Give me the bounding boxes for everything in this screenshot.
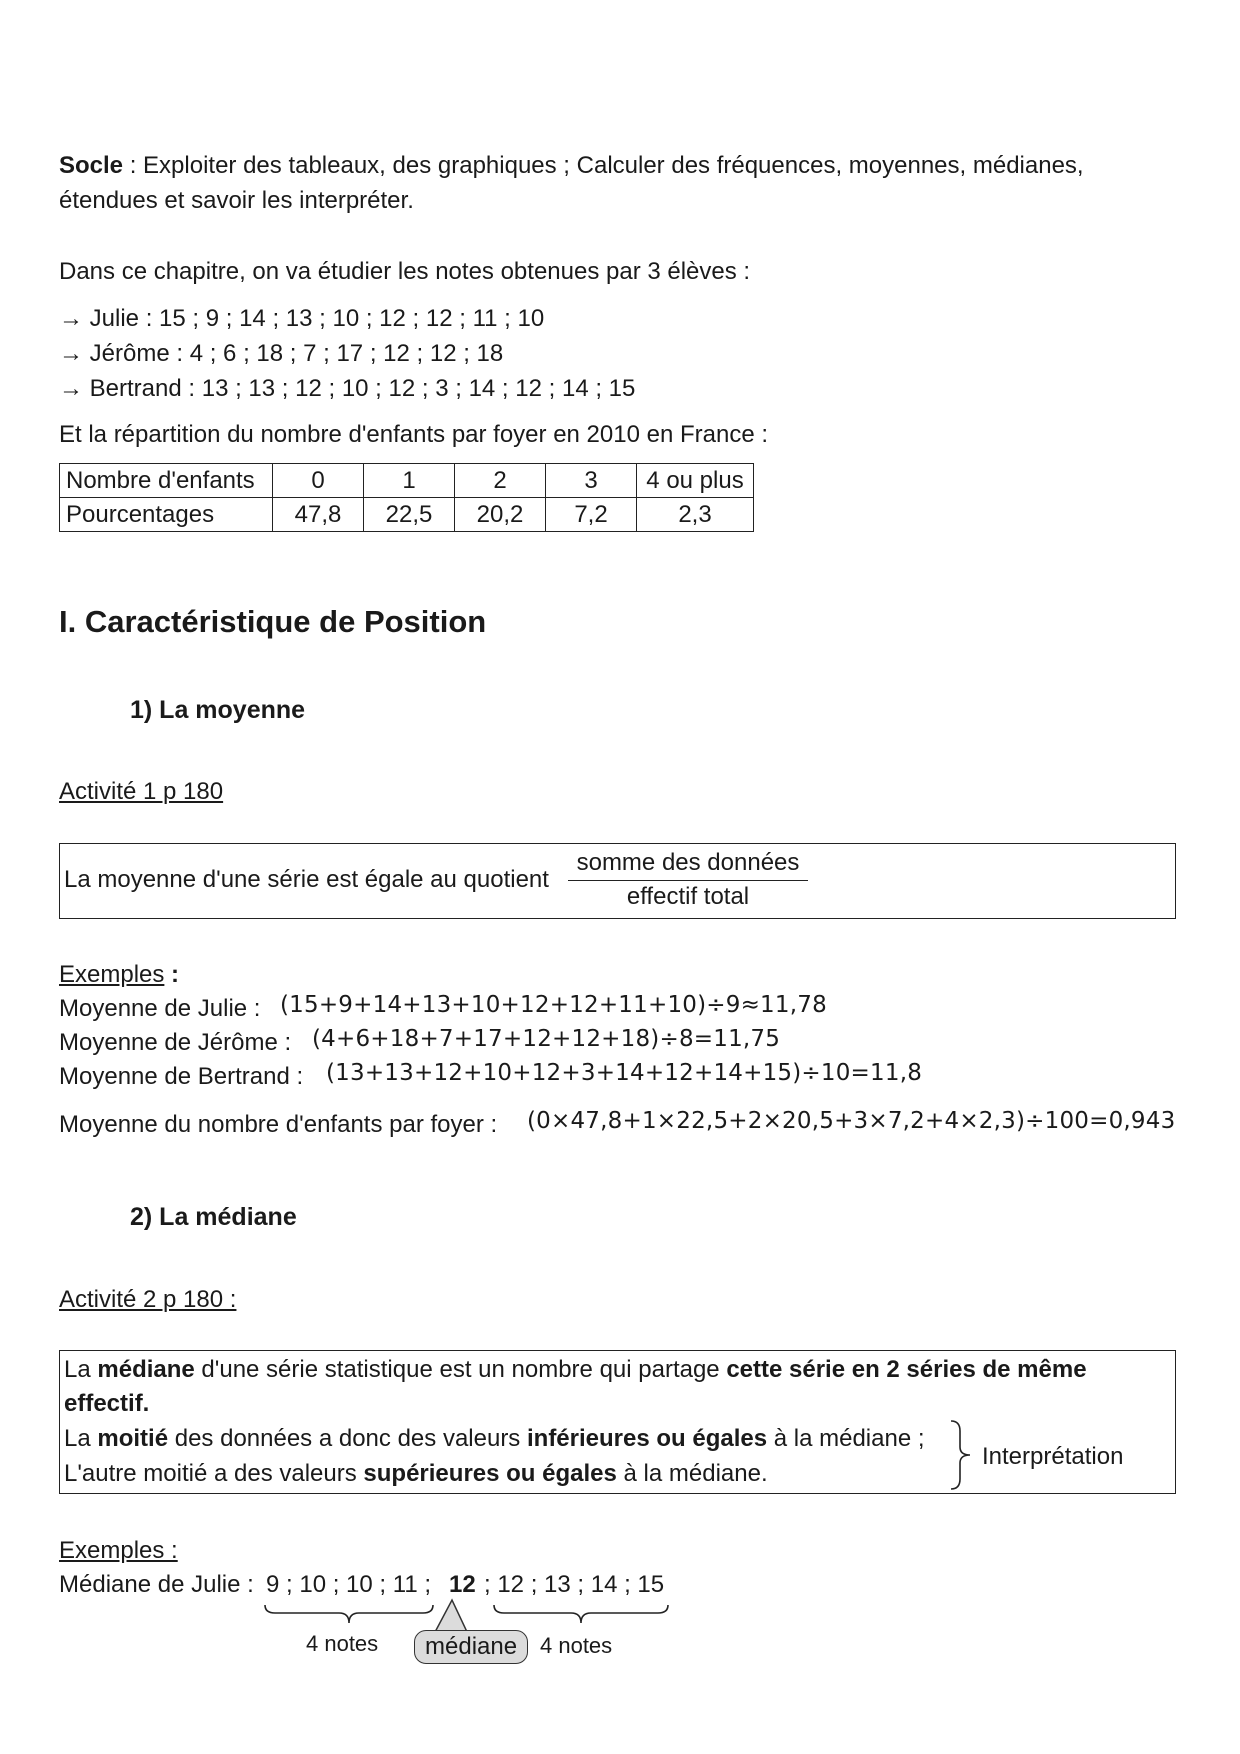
socle-label: Socle bbox=[59, 152, 124, 179]
median-def-line-2: effectif. bbox=[64, 1390, 150, 1417]
student-bertrand: → Bertrand : 13 ; 13 ; 12 ; 10 ; 12 ; 3 ; 14 ; 12 ; 14 ; 15 bbox=[59, 375, 636, 402]
left-group-brace-icon bbox=[263, 1603, 435, 1631]
mean-bertrand-formula: (13+13+12+10+12+3+14+12+14+15)÷10=11,8 bbox=[326, 1060, 923, 1086]
subsection-title-moyenne: 1) La moyenne bbox=[130, 696, 306, 724]
mean-jerome-formula: (4+6+18+7+17+12+12+18)÷8=11,75 bbox=[312, 1026, 781, 1052]
callout-pointer-icon bbox=[432, 1598, 472, 1634]
table-cell: 1 bbox=[364, 464, 455, 498]
median-def-line-3: La moitié des données a donc des valeurs inférieures ou égales à la médiane ; bbox=[64, 1425, 925, 1452]
median-right-values: ; 12 ; 13 ; 14 ; 15 bbox=[484, 1571, 665, 1598]
table-cell: 3 bbox=[546, 464, 637, 498]
mean-julie-label: Moyenne de Julie : bbox=[59, 995, 261, 1022]
right-count-label: 4 notes bbox=[540, 1633, 613, 1658]
table-cell: 2 bbox=[455, 464, 546, 498]
examples-1-title: Exemples : bbox=[59, 961, 180, 988]
table-cell: 7,2 bbox=[546, 498, 637, 532]
subsection-title-mediane: 2) La médiane bbox=[130, 1203, 297, 1231]
table-cell: 0 bbox=[273, 464, 364, 498]
activity-2-ref: Activité 2 p 180 : bbox=[59, 1286, 237, 1313]
repartition-intro: Et la répartition du nombre d'enfants par foyer en 2010 en France : bbox=[59, 421, 769, 448]
left-count-label: 4 notes bbox=[306, 1631, 379, 1656]
right-group-brace-icon bbox=[492, 1603, 670, 1631]
mean-julie-formula: (15+9+14+13+10+12+12+11+10)÷9≈11,78 bbox=[280, 992, 827, 1018]
examples-2-title: Exemples : bbox=[59, 1537, 178, 1564]
mean-definition-box bbox=[59, 843, 1176, 919]
mean-foyer-label: Moyenne du nombre d'enfants par foyer : bbox=[59, 1111, 498, 1138]
children-table bbox=[59, 463, 754, 532]
median-definition-box bbox=[59, 1350, 1176, 1494]
table-cell: 4 ou plus bbox=[637, 464, 754, 498]
table-cell: 20,2 bbox=[455, 498, 546, 532]
mean-definition-text: La moyenne d'une série est égale au quotient bbox=[64, 866, 549, 893]
median-value: 12 bbox=[449, 1571, 476, 1598]
table-cell: 2,3 bbox=[637, 498, 754, 532]
fraction-numerator: somme des données bbox=[576, 849, 800, 876]
fraction-denominator: effectif total bbox=[568, 880, 808, 913]
mean-jerome-label: Moyenne de Jérôme : bbox=[59, 1029, 292, 1056]
interpretation-label: Interprétation bbox=[982, 1443, 1124, 1470]
table-cell: Nombre d'enfants bbox=[60, 464, 273, 498]
mean-foyer-formula: (0×47,8+1×22,5+2×20,5+3×7,2+4×2,3)÷100=0,943 bbox=[527, 1108, 1176, 1134]
median-left-values: 9 ; 10 ; 10 ; 11 ; bbox=[266, 1571, 431, 1598]
socle-line-2: étendues et savoir les interpréter. bbox=[59, 187, 414, 214]
mean-fraction bbox=[568, 846, 808, 913]
mean-bertrand-label: Moyenne de Bertrand : bbox=[59, 1063, 304, 1090]
median-def-line-4: L'autre moitié a des valeurs supérieures ou égales à la médiane. bbox=[64, 1460, 768, 1487]
table-row bbox=[60, 464, 754, 498]
median-def-line-1: La médiane d'une série statistique est un nombre qui partage cette série en 2 séries de même bbox=[64, 1356, 1087, 1383]
section-title: I. Caractéristique de Position bbox=[59, 604, 487, 639]
socle-text: : Exploiter des tableaux, des graphiques ; Calculer des fréquences, moyennes, médianes, bbox=[123, 152, 1084, 179]
activity-1-ref: Activité 1 p 180 bbox=[59, 778, 224, 805]
median-callout: médiane bbox=[414, 1630, 528, 1664]
table-cell: Pourcentages bbox=[60, 498, 273, 532]
table-cell: 47,8 bbox=[273, 498, 364, 532]
student-julie: → Julie : 15 ; 9 ; 14 ; 13 ; 10 ; 12 ; 12 ; 11 ; 10 bbox=[59, 305, 545, 332]
table-cell: 22,5 bbox=[364, 498, 455, 532]
right-brace-icon bbox=[948, 1419, 974, 1491]
table-row bbox=[60, 498, 754, 532]
median-julie-label: Médiane de Julie : bbox=[59, 1571, 254, 1598]
socle-line-1 bbox=[59, 149, 1084, 183]
intro-text: Dans ce chapitre, on va étudier les notes obtenues par 3 élèves : bbox=[59, 258, 751, 285]
student-jerome: → Jérôme : 4 ; 6 ; 18 ; 7 ; 17 ; 12 ; 12 ; 18 bbox=[59, 340, 504, 367]
